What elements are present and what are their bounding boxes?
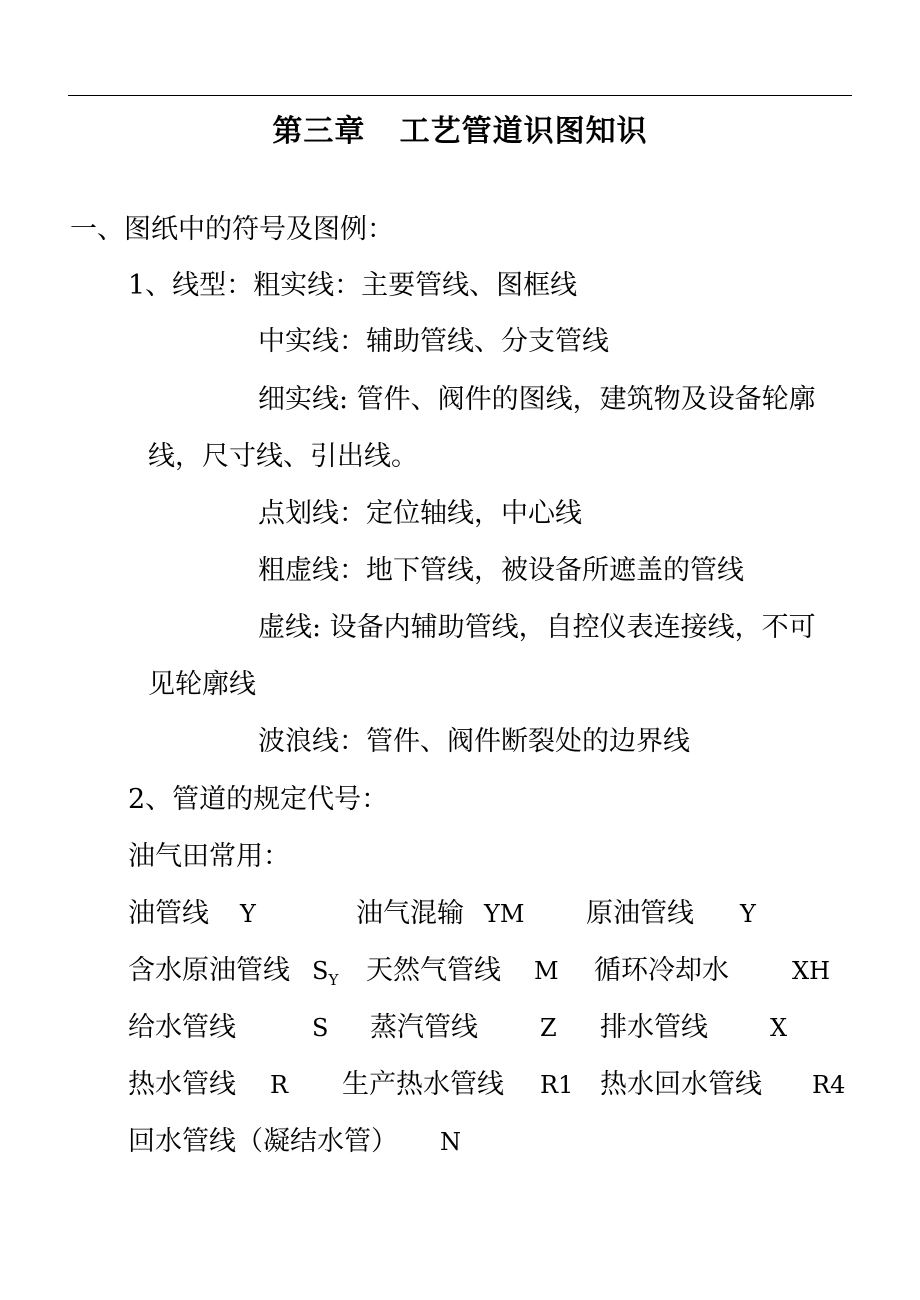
code-name: 热水管线 <box>128 1069 236 1100</box>
code-name: 含水原油管线 <box>128 955 290 986</box>
thick-dashed-line-desc: 粗虚线：地下管线，被设备所遮盖的管线 <box>258 555 744 586</box>
code-value: X <box>770 1014 788 1042</box>
medium-solid-line-desc: 中实线：辅助管线、分支管线 <box>258 326 609 357</box>
thick-solid-line-desc: 粗实线：主要管线、图框线 <box>253 270 578 301</box>
code-value: Y <box>740 900 756 928</box>
dashed-line-desc: 虚线: 设备内辅助管线，自控仪表连接线，不可 <box>258 612 816 643</box>
code-subscript: Y <box>328 971 339 989</box>
code-name: 回水管线（凝结水管） <box>128 1126 398 1157</box>
code-name: 油气混输 <box>356 898 464 929</box>
code-name: 天然气管线 <box>366 955 501 986</box>
code-name: 给水管线 <box>128 1012 236 1043</box>
code-name: 生产热水管线 <box>342 1069 504 1100</box>
code-value: N <box>440 1128 461 1156</box>
item1-label <box>128 266 577 306</box>
code-main: S <box>312 957 329 985</box>
code-name: 油管线 <box>128 898 209 929</box>
code-name: 排水管线 <box>600 1012 708 1043</box>
code-value: YM <box>484 900 525 928</box>
code-value: S <box>312 1014 329 1042</box>
pipe-code-heading: 2、管道的规定代号： <box>128 784 389 815</box>
section-heading: 一、图纸中的符号及图例： <box>70 214 394 245</box>
code-name: 热水回水管线 <box>600 1069 762 1100</box>
code-value: R <box>270 1071 289 1099</box>
code-value: R1 <box>540 1071 574 1099</box>
wavy-line-desc: 波浪线：管件、阀件断裂处的边界线 <box>258 726 690 757</box>
thin-solid-line-desc: 细实线: 管件、阀件的图线，建筑物及设备轮廓 <box>258 384 816 415</box>
code-name: 原油管线 <box>586 898 694 929</box>
code-value: M <box>534 957 559 985</box>
code-value: XH <box>792 957 831 985</box>
header-rule <box>68 95 852 96</box>
line-type-label: 1、线型： <box>128 270 254 301</box>
code-value: Y <box>240 900 256 928</box>
code-value <box>312 951 338 1000</box>
thin-solid-line-desc-cont: 线，尺寸线、引出线。 <box>148 441 418 472</box>
dashed-line-desc-cont: 见轮廓线 <box>148 669 256 700</box>
code-value: Z <box>540 1014 557 1042</box>
oilfield-common-label: 油气田常用： <box>128 841 290 872</box>
code-name: 循环冷却水 <box>594 955 729 986</box>
dot-dash-line-desc: 点划线：定位轴线，中心线 <box>258 498 582 529</box>
chapter-title: 第三章 工艺管道识图知识 <box>272 114 648 149</box>
code-value: R4 <box>812 1071 846 1099</box>
code-name: 蒸汽管线 <box>370 1012 478 1043</box>
